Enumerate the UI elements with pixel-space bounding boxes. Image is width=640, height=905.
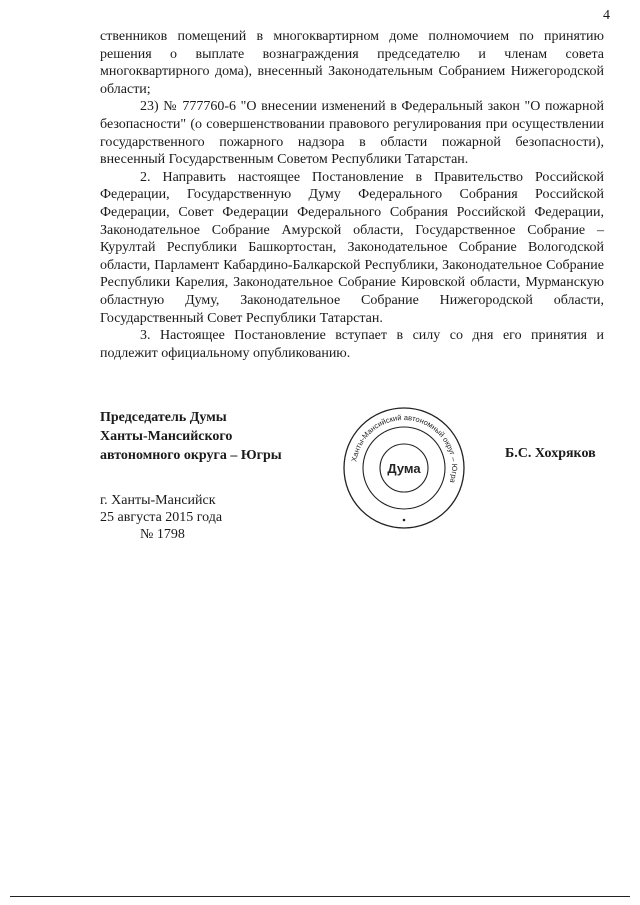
signatory-title-line-2: Ханты-Мансийского [100, 429, 233, 444]
document-body [100, 28, 604, 362]
seal-ring-text: Ханты-Мансийский автономный округ – Югра [349, 412, 460, 484]
page-bottom-divider [10, 896, 630, 897]
paragraph-continuation: ственников помещений в многоквартирном доме полномочием по принятию решения о выплате вознаграждения председателю и членам совета многоквартирного дома), внесенный Законодательным Собранием Нижегородской области; [100, 29, 604, 97]
document-number: № 1798 [140, 527, 185, 542]
signatory-title [100, 408, 282, 465]
place: г. Ханты-Мансийск [100, 493, 216, 508]
official-seal-icon [342, 406, 466, 530]
date: 25 августа 2015 года [100, 510, 223, 525]
paragraph-item-3: 3. Настоящее Постановление вступает в силу со дня его принятия и подлежит официальному опубликованию. [100, 328, 604, 361]
signatory-title-line-3: автономного округа – Югры [100, 448, 282, 463]
paragraph-item-23: 23) № 777760-6 "О внесении изменений в Федеральный закон "О пожарной безопасности" (о совершенствовании правового регулирования при осуществлении государственного пожарного надзора в области пожарной безопасности), внесенный Государственным Советом Республики Татарстан. [100, 99, 604, 168]
place-date-block [100, 492, 222, 543]
signatory-title-line-1: Председатель Думы [100, 410, 227, 425]
paragraph-item-2: 2. Направить настоящее Постановление в Правительство Российской Федерации, Государственную Думу Федерального Собрания Российской Федерации, Совет Федерации Федерального Собрания Российской Федерации, Законодательное Собрание Амурской области, Государственное Собрание – Курултай Республики Башкортостан, Законодательное Собрание Вологодской области, Парламент Кабардино-Балкарской Республики, Законодательное Собрание Республики Карелия, Законодательное Собрание Кировской области, Мурманскую областную Думу, Законодательное Собрание Нижегородской области, Государственный Совет Республики Татарстан. [100, 169, 604, 326]
page-number: 4 [603, 8, 610, 23]
signatory-name: Б.С. Хохряков [505, 446, 596, 461]
seal-center-text: Дума [387, 461, 421, 476]
